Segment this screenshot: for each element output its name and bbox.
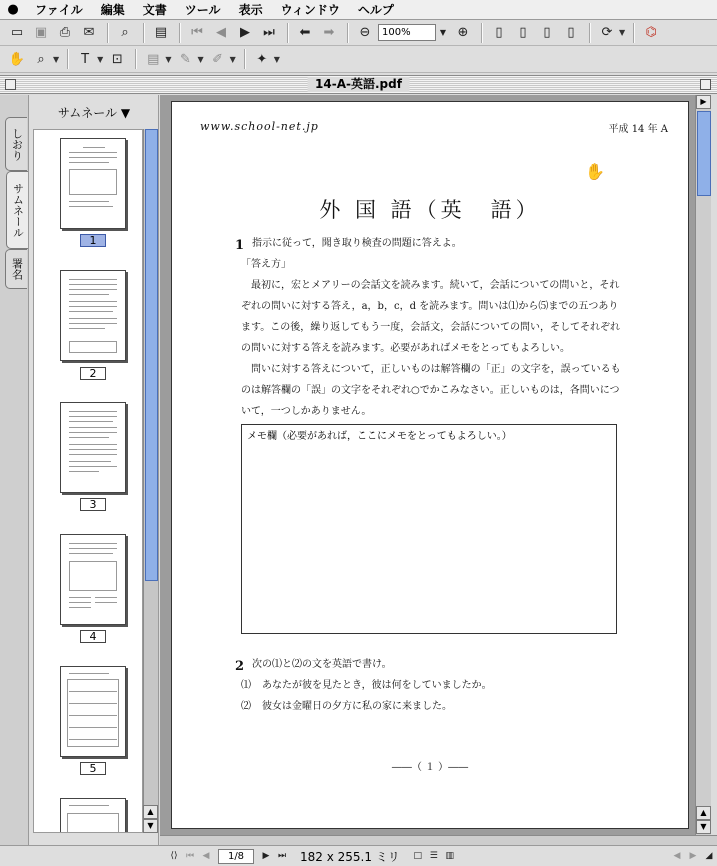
thumbnail-label-1[interactable]: 1 <box>80 234 106 247</box>
scroll-up-arrow-icon[interactable]: ▲ <box>143 805 158 819</box>
page-number-field[interactable]: 1/8 <box>218 849 254 864</box>
toolbar-divider <box>481 23 483 43</box>
note-dropdown-icon[interactable]: ▼ <box>165 54 172 64</box>
actual-size-icon[interactable]: ▯ <box>495 25 503 40</box>
window-zoom-box-icon[interactable] <box>700 79 711 90</box>
thumbnail-page-5[interactable] <box>60 666 126 757</box>
zoom-tool-dropdown-icon[interactable]: ▼ <box>53 54 60 64</box>
thumbnail-page-1[interactable] <box>60 138 126 229</box>
question-2-item-2: 彼女は金曜日の夕方に私の家に来ました。 <box>262 701 452 712</box>
question-2-instruction: 次の⑴と⑵の文を英語で書け。 <box>252 659 392 670</box>
zoom-field[interactable]: 100% <box>378 24 436 41</box>
status-bar <box>160 845 717 866</box>
status-previous-page-icon[interactable]: ◀ <box>202 851 210 861</box>
reflow-icon[interactable]: ▯ <box>567 25 575 40</box>
toolbar-divider <box>143 23 145 43</box>
thumbnail-list[interactable] <box>33 129 143 833</box>
resize-pane-icon[interactable]: ⟨⟩ <box>170 851 178 861</box>
thumb-answer-sheet <box>67 813 119 833</box>
document-horizontal-scrollbar[interactable] <box>160 835 717 845</box>
close-box-icon[interactable] <box>5 79 16 90</box>
document-vertical-scrollbar[interactable] <box>695 95 711 835</box>
question-1-instruction: 指示に従って，聞き取り検査の問題に答えよ。 <box>252 238 462 249</box>
window-title: 14-A-英語.pdf <box>307 77 410 92</box>
navigation-tab-strip <box>0 95 29 845</box>
scroll-right-arrow-icon[interactable]: ▶ <box>689 851 697 861</box>
last-page-icon[interactable]: ⏭ <box>263 25 275 40</box>
scroll-page-up-arrow-icon[interactable]: ▶ <box>696 95 711 109</box>
highlight-dropdown-icon[interactable]: ▼ <box>229 54 236 64</box>
continuous-layout-icon[interactable]: ☰ <box>429 851 438 861</box>
acrobat-logo-icon[interactable]: ⌬ <box>645 25 657 40</box>
go-back-icon[interactable]: ⬅ <box>299 25 311 40</box>
zoom-dropdown-icon[interactable]: ▼ <box>439 28 447 37</box>
zoom-tool-icon[interactable]: ⌕ <box>37 51 45 67</box>
question-2-item-2-number: ⑵ <box>241 701 251 712</box>
status-bar-left <box>0 845 160 866</box>
menu-document[interactable]: 文書 <box>142 2 167 17</box>
menu-edit[interactable]: 編集 <box>100 2 125 17</box>
page-header-year: 平成 14 年 A <box>608 124 668 135</box>
thumbnail-label-2[interactable]: 2 <box>80 367 106 380</box>
previous-page-icon[interactable]: ◀ <box>216 25 226 40</box>
answer-method-heading: 「答え方」 <box>241 259 291 270</box>
highlight-tool-icon[interactable]: ✐ <box>212 51 224 67</box>
toolbar-divider <box>287 23 289 43</box>
thumb-answer-sheet <box>67 679 119 747</box>
save-icon[interactable]: ▣ <box>34 25 48 40</box>
scroll-down-arrow-icon[interactable]: ▼ <box>696 820 711 834</box>
page-title: 外 国 語（英 語） <box>319 198 541 222</box>
paragraph-1-line-3: ます。この後，繰り返してもう一度，会話文，会話についての問い，そしてそれぞれ <box>241 322 620 333</box>
memo-label: メモ欄（必要があれば，ここにメモをとってもよろしい。） <box>247 431 512 442</box>
thumb-memo-box <box>69 169 117 195</box>
rotate-dropdown-icon[interactable]: ▼ <box>619 28 626 37</box>
show-navigation-pane-icon[interactable]: ▤ <box>154 25 168 40</box>
question-2-item-1: あなたが彼を見たとき，彼は何をしていましたか。 <box>262 680 492 691</box>
tab-signatures[interactable]: 署名 <box>5 249 27 289</box>
thumbnail-scroll-thumb[interactable] <box>145 129 158 581</box>
thumbnail-page-4[interactable] <box>60 534 126 625</box>
rotate-view-icon[interactable]: ⟳ <box>601 25 613 40</box>
toolbar-divider <box>67 49 69 69</box>
question-2-number: 2 <box>235 659 245 674</box>
thumbnail-options-menu[interactable]: サムネール ▼ <box>57 105 131 120</box>
page-footer-number: ――（ １ ）―― <box>391 762 469 773</box>
thumbnail-scrollbar[interactable] <box>143 129 158 833</box>
document-view[interactable] <box>160 95 695 835</box>
signature-dropdown-icon[interactable]: ▼ <box>273 54 280 64</box>
paragraph-1-line-1: 最初に，宏とメアリーの会話文を読みます。続いて，会話についての問いと，それ <box>241 280 620 291</box>
open-folder-icon[interactable]: ▭ <box>10 25 24 40</box>
single-page-layout-icon[interactable]: □ <box>413 851 423 861</box>
pencil-tool-icon[interactable]: ✎ <box>180 51 191 67</box>
tools-toolbar <box>0 46 717 73</box>
note-tool-icon[interactable]: ▤ <box>147 51 160 67</box>
scroll-left-arrow-icon[interactable]: ◀ <box>673 851 681 861</box>
status-next-page-icon[interactable]: ▶ <box>262 851 270 861</box>
graphics-select-tool-icon[interactable]: ⊡ <box>111 51 123 67</box>
text-select-tool-icon[interactable]: T <box>81 51 90 67</box>
toolbar-divider <box>347 23 349 43</box>
text-select-dropdown-icon[interactable]: ▼ <box>97 54 104 64</box>
menu-file[interactable]: ファイル <box>35 2 83 17</box>
question-2-item-1-number: ⑴ <box>241 680 251 691</box>
paragraph-1-line-2: ぞれの問いに対する答え，a，b，c，d を読みます。問いは⑴から⑸までの五つあり <box>241 301 619 312</box>
toolbar-divider <box>244 49 246 69</box>
thumbnail-label-4[interactable]: 4 <box>80 630 106 643</box>
thumbnail-page-3[interactable] <box>60 402 126 493</box>
scroll-up-arrow-icon[interactable]: ▲ <box>696 806 711 820</box>
hand-tool-icon[interactable]: ✋ <box>8 51 26 67</box>
menu-view[interactable]: 表示 <box>238 2 263 17</box>
main-toolbar <box>0 20 717 46</box>
window-title-bar[interactable] <box>0 75 717 94</box>
tab-thumbnails[interactable]: サムネール <box>6 171 28 249</box>
thumbnail-page-6[interactable] <box>60 798 126 833</box>
thumb-figure-box <box>69 561 117 591</box>
fit-width-icon[interactable]: ▯ <box>543 25 551 40</box>
first-page-icon[interactable]: ⏮ <box>191 25 203 40</box>
zoom-in-icon[interactable]: ⊕ <box>457 25 469 40</box>
window-resize-grip-icon[interactable]: ◢ <box>705 851 713 861</box>
thumbnail-label-5[interactable]: 5 <box>80 762 106 775</box>
scroll-down-arrow-icon[interactable]: ▼ <box>143 819 158 833</box>
paragraph-2-line-2: のは解答欄の「誤」の文字をそれぞれ○でかこみなさい。正しいものは，各問いにつ <box>241 385 620 396</box>
toolbar-divider <box>107 23 109 43</box>
print-icon[interactable]: ⎙ <box>59 25 71 40</box>
page-dimensions: 182 x 255.1 ミリ <box>300 849 400 864</box>
thumbnail-label-3[interactable]: 3 <box>80 498 106 511</box>
digital-signature-icon[interactable]: ✦ <box>256 51 268 67</box>
toolbar-divider <box>135 49 137 69</box>
memo-box <box>241 424 617 634</box>
thumbnail-page-2[interactable] <box>60 270 126 361</box>
search-binoculars-icon[interactable]: ⌕ <box>121 25 129 40</box>
menu-window[interactable]: ウィンドウ <box>280 2 340 17</box>
thumb-answer-box <box>69 341 117 353</box>
menu-bar <box>0 0 717 20</box>
hand-cursor-icon: ✋ <box>585 162 605 181</box>
document-scroll-thumb[interactable] <box>697 111 711 196</box>
fit-page-icon[interactable]: ▯ <box>519 25 527 40</box>
menu-tools[interactable]: ツール <box>184 2 221 17</box>
pdf-page <box>171 101 689 829</box>
toolbar-divider <box>179 23 181 43</box>
email-icon[interactable]: ✉ <box>83 25 95 40</box>
page-header-url: www.school-net.jp <box>200 120 319 133</box>
paragraph-1-line-4: の問いに対する答えを読みます。必要があればメモをとってもよろしい。 <box>241 343 570 354</box>
facing-pages-layout-icon[interactable]: ▥ <box>445 851 455 861</box>
zoom-out-icon[interactable]: ⊖ <box>359 25 371 40</box>
pencil-dropdown-icon[interactable]: ▼ <box>197 54 204 64</box>
paragraph-2-line-1: 問いに対する答えについて，正しいものは解答欄の「正」の文字を，誤っているも <box>241 364 621 375</box>
question-1-number: 1 <box>235 238 245 253</box>
paragraph-2-line-3: いて，一つしかありません。 <box>241 406 372 417</box>
apple-menu-icon[interactable]: ● <box>7 2 19 17</box>
toolbar-divider <box>589 23 591 43</box>
status-first-page-icon[interactable]: ⏮ <box>185 851 195 861</box>
go-forward-icon[interactable]: ➡ <box>323 25 335 40</box>
next-page-icon[interactable]: ▶ <box>240 25 250 40</box>
menu-help[interactable]: ヘルプ <box>357 2 394 17</box>
status-last-page-icon[interactable]: ⏭ <box>277 851 287 861</box>
tab-bookmarks[interactable]: しおり <box>5 117 27 171</box>
toolbar-divider <box>633 23 635 43</box>
thumbnail-pane <box>29 95 159 845</box>
